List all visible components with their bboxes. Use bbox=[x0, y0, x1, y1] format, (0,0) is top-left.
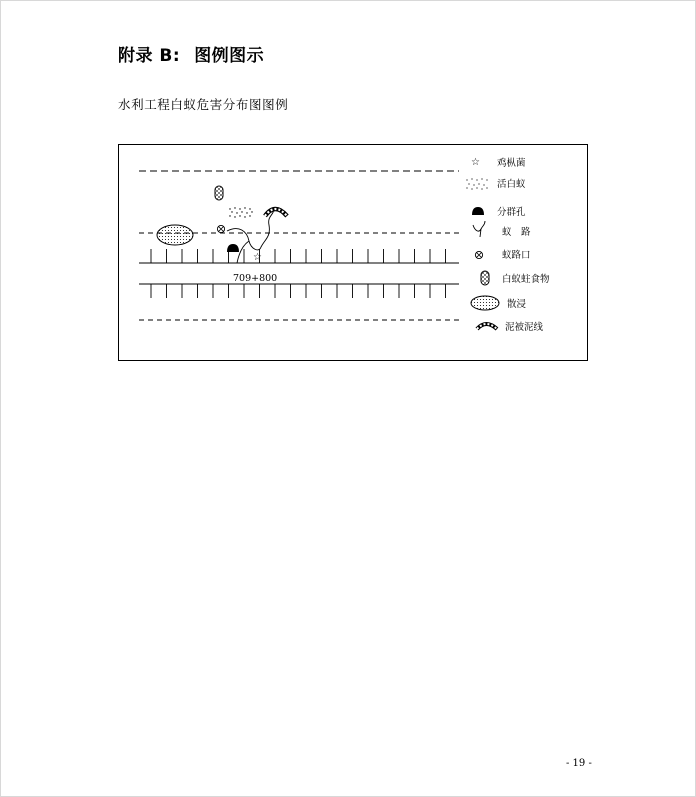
star-mark: ☆ bbox=[253, 252, 262, 263]
figure-caption: 水利工程白蚁危害分布图图例 bbox=[118, 97, 289, 112]
lower-axis bbox=[139, 284, 459, 298]
legend bbox=[466, 157, 550, 333]
live-termite-mark bbox=[229, 207, 252, 217]
food-capsule-icon bbox=[481, 271, 489, 285]
seepage-ellipse-icon bbox=[471, 296, 499, 310]
swarm-hole-mark bbox=[227, 244, 239, 252]
mud-line-icon bbox=[477, 324, 497, 329]
legend-label-2: 分群孔 bbox=[497, 207, 526, 218]
legend-label-1: 活白蚁 bbox=[497, 179, 526, 190]
star-icon: ☆ bbox=[471, 157, 480, 168]
food-capsule-mark bbox=[215, 186, 223, 200]
legend-label-4: 蚁路口 bbox=[502, 250, 531, 261]
dotted-patch-icon bbox=[466, 178, 487, 189]
mud-line-mark bbox=[265, 209, 287, 216]
legend-label-7: 泥被泥线 bbox=[505, 322, 544, 333]
station-label: 709+800 bbox=[233, 273, 278, 284]
termite-path-icon bbox=[473, 221, 485, 237]
appendix-heading bbox=[118, 41, 264, 66]
crossed-circle-icon bbox=[475, 251, 482, 258]
legend-label-3: 蚁 路 bbox=[502, 227, 531, 238]
upper-axis bbox=[139, 249, 459, 263]
legend-diagram bbox=[118, 144, 588, 361]
page-number: - 19 - bbox=[566, 758, 592, 769]
appendix-label: 附录 B: bbox=[118, 46, 181, 66]
legend-label-5: 白蚁蛀食物 bbox=[502, 274, 550, 285]
appendix-title: 图例图示 bbox=[194, 46, 265, 66]
dome-icon bbox=[472, 207, 484, 215]
legend-label-0: 鸡枞菌 bbox=[497, 158, 526, 169]
diagram-canvas bbox=[119, 145, 587, 360]
road-entry-mark bbox=[217, 225, 224, 232]
legend-label-6: 散浸 bbox=[507, 299, 527, 310]
seepage-ellipse-mark bbox=[157, 225, 193, 245]
